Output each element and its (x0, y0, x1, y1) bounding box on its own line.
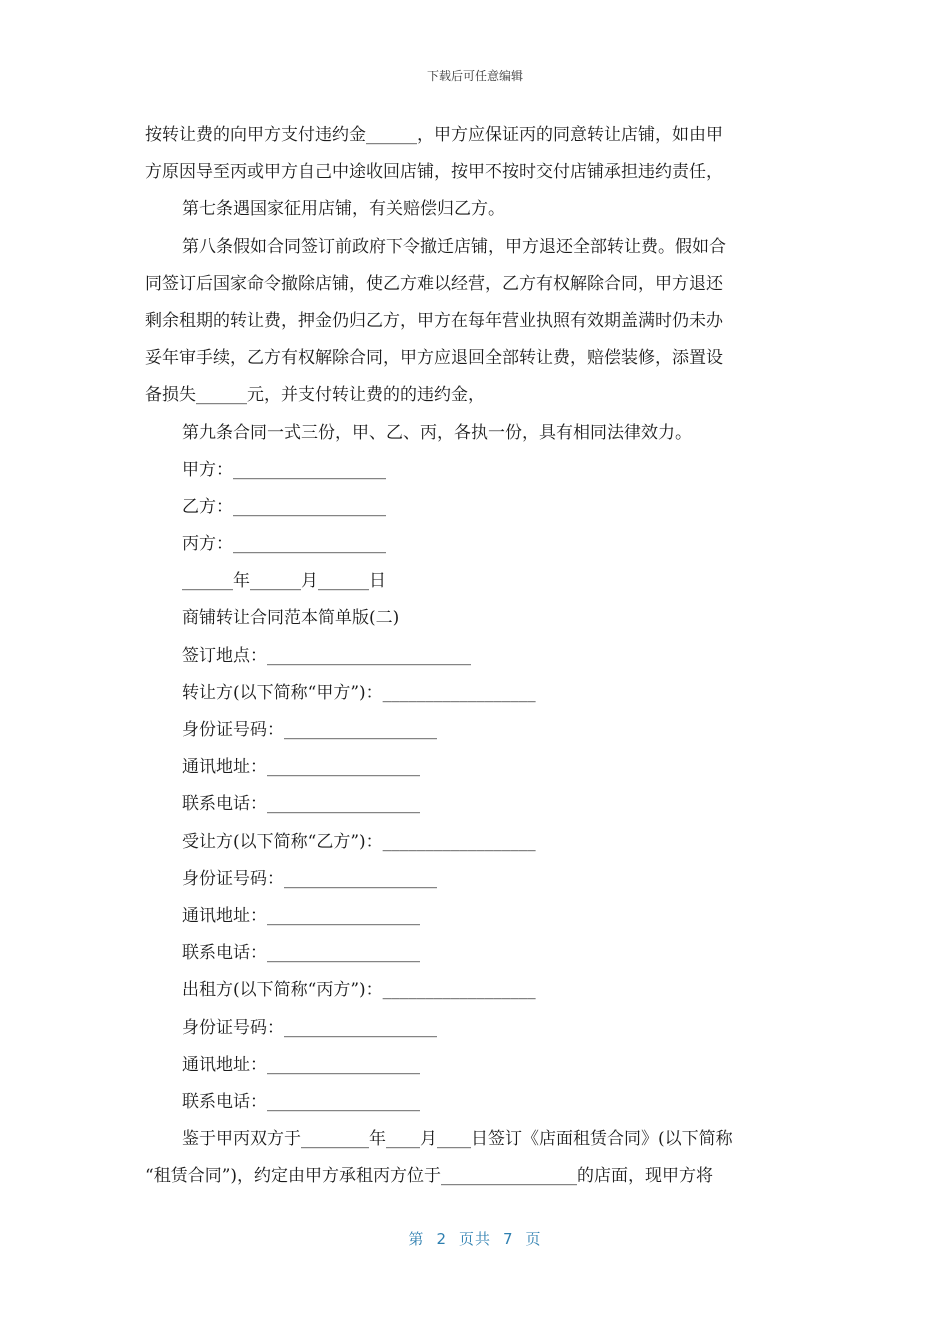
paragraph-line: 丙方：__________________ (182, 534, 386, 555)
paragraph-line: 第八条假如合同签订前政府下令撤迁店铺，甲方退还全部转让费。假如合 (182, 236, 726, 257)
paragraph-line: 转让方(以下简称“甲方”)：__________________ (182, 682, 536, 703)
paragraph-line: 乙方：__________________ (182, 496, 386, 517)
paragraph-line: 剩余租期的转让费，押金仍归乙方，甲方在每年营业执照有效期盖满时仍未办 (145, 310, 723, 331)
paragraph-line: 通讯地址：__________________ (182, 1054, 420, 1075)
paragraph-line: 妥年审手续，乙方有权解除合同，甲方应退回全部转让费，赔偿装修，添置设 (145, 348, 723, 369)
paragraph-line: 联系电话：__________________ (182, 1091, 420, 1112)
paragraph-line: 甲方：__________________ (182, 459, 386, 480)
paragraph-line: 通讯地址：__________________ (182, 757, 420, 778)
paragraph-line: ______年______月______日 (182, 571, 386, 592)
paragraph-line: 签订地点：________________________ (182, 645, 471, 666)
paragraph-line: 方原因导至丙或甲方自己中途收回店铺，按甲不按时交付店铺承担违约责任， (145, 162, 723, 183)
paragraph-line: 第七条遇国家征用店铺，有关赔偿归乙方。 (182, 199, 505, 220)
footer-suffix: 页 (525, 1230, 542, 1248)
footer-middle: 页共 (458, 1230, 491, 1248)
paragraph-line: 受让方(以下简称“乙方”)：__________________ (182, 831, 536, 852)
paragraph-line: 出租方(以下简称“丙方”)：__________________ (182, 980, 536, 1001)
paragraph-line: 同签订后国家命令撤除店铺，使乙方难以经营，乙方有权解除合同，甲方退还 (145, 273, 723, 294)
paragraph-line: 身份证号码：__________________ (182, 868, 437, 889)
paragraph-line: 身份证号码：__________________ (182, 1017, 437, 1038)
paragraph-line: 联系电话：__________________ (182, 794, 420, 815)
paragraph-line: 备损失______元，并支付转让费的的违约金， (145, 385, 485, 406)
paragraph-line: 第九条合同一式三份，甲、乙、丙，各执一份，具有相同法律效力。 (182, 422, 692, 443)
paragraph-line: 通讯地址：__________________ (182, 905, 420, 926)
paragraph-line: 按转让费的向甲方支付违约金______，甲方应保证丙的同意转让店铺，如由甲 (145, 125, 723, 145)
paragraph-line: 联系电话：__________________ (182, 943, 420, 964)
page-footer (0, 1228, 950, 1249)
paragraph-line: 身份证号码：__________________ (182, 720, 437, 740)
page-header: 下载后可任意编辑 (426, 69, 523, 83)
footer-total-pages: 7 (503, 1230, 514, 1248)
paragraph-line: 商铺转让合同范本简单版(二) (182, 608, 400, 629)
document-body (145, 117, 805, 1195)
paragraph-line: “租赁合同”)，约定由甲方承租丙方位于________________的店面，现甲方将 (145, 1166, 714, 1187)
footer-page-number: 2 (436, 1230, 447, 1248)
paragraph-line: 鉴于甲丙双方于________年____月____日签订《店面租赁合同》(以下简称 (182, 1129, 733, 1150)
footer-prefix: 第 (408, 1230, 425, 1248)
